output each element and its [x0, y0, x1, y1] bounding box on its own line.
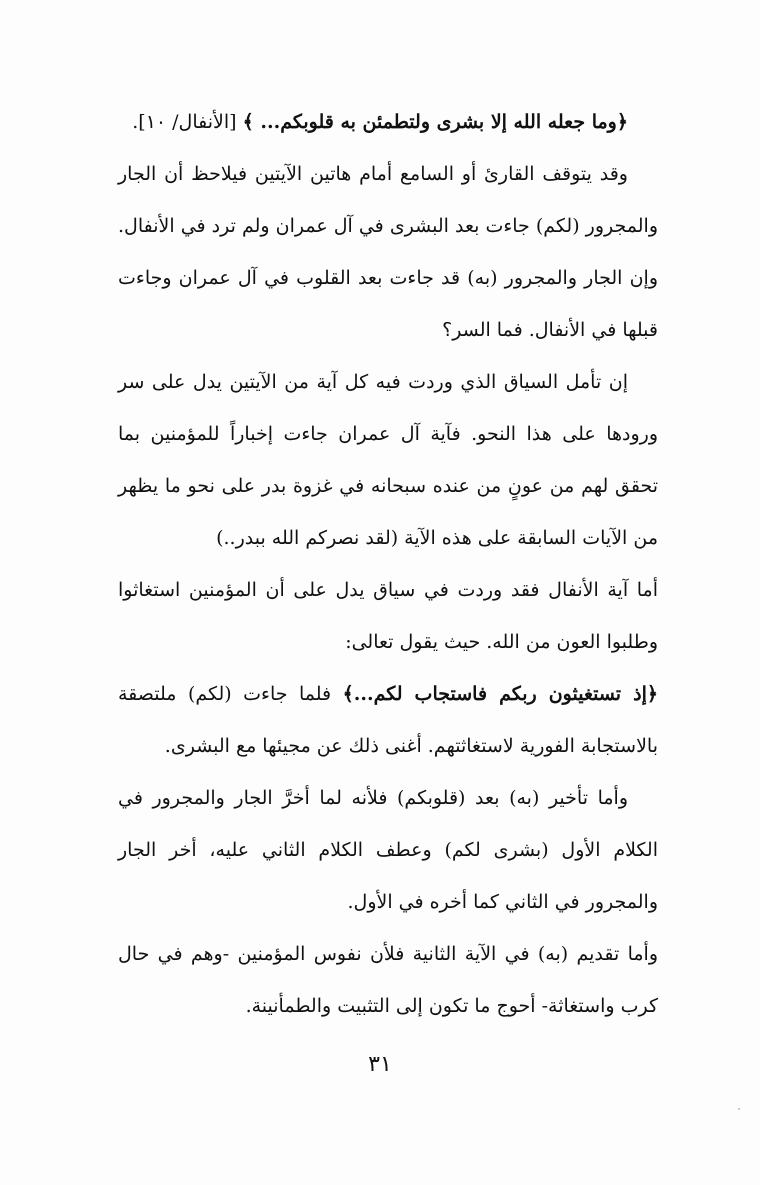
paragraph-context: إن تأمل السياق الذي وردت فيه كل آية من الآيتين يدل على سر ورودها على هذا النحو. فآية آل عمران جاءت إخباراً للمؤمنين بما تحقق لهم من عونٍ من عنده سبحانه في غزوة بدر على نحو ما يظهر من الآيات السابقة على هذه الآية (لقد نصركم الله ببدر..) — [118, 371, 658, 549]
paragraph-precedence-explanation: وأما تقديم (به) في الآية الثانية فلأن نفوس المؤمنين -وهم في حال كرب واستغاثة- أحوج ما تكون إلى التثبيت والطمأنينة. — [118, 943, 658, 1017]
paragraph-delay-explanation: وأما تأخير (به) بعد (قلوبكم) فلأنه لما أخرَّ الجار والمجرور في الكلام الأول (بشرى لكم) وعطف الكلام الثاني عليه، أخر الجار والمجرور في الثاني كما أخره في الأول. — [118, 787, 658, 913]
paragraph-anfal-context: أما آية الأنفال فقد وردت في سياق يدل على أن المؤمنين استغاثوا وطلبوا العون من الله. حيث يقول تعالى: — [118, 579, 658, 653]
paragraph-quote-istighatha — [118, 668, 658, 772]
paragraph-text: فلما جاءت (لكم) ملتصقة بالاستجابة الفورية لاستغاثتهم. أغنى ذلك عن مجيئها مع البشرى. — [118, 683, 658, 757]
quote-reference: [الأنفال/ ١٠]. — [132, 111, 243, 133]
quran-quote: ﴿إذ تستغيثون ربكم فاستجاب لكم...﴾ — [342, 683, 658, 705]
page-number: ٣١ — [368, 1052, 392, 1077]
page-body — [118, 96, 658, 1032]
quran-quote: ﴿وما جعله الله إلا بشرى ولتطمئن به قلوبكم... ﴾ — [242, 111, 628, 133]
scan-speck — [738, 1108, 740, 1110]
paragraph-observation: وقد يتوقف القارئ أو السامع أمام هاتين الآيتين فيلاحظ أن الجار والمجرور (لكم) جاءت بعد البشرى في آل عمران ولم ترد في الأنفال. وإن الجار والمجرور (به) قد جاءت بعد القلوب في آل عمران وجاءت قبلها في الأنفال. فما السر؟ — [118, 163, 658, 341]
paragraph-quote-anfal — [118, 96, 658, 148]
